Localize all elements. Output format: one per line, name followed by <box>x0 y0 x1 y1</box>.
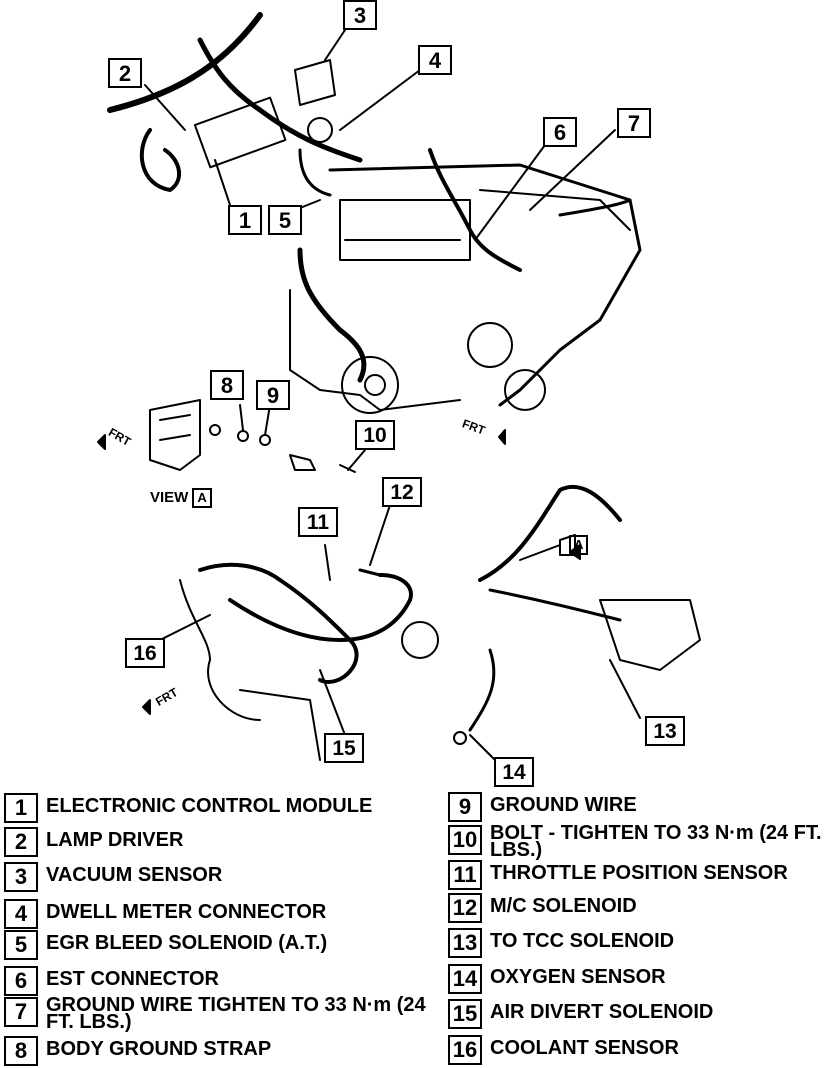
callout-14: 14 <box>494 757 534 787</box>
legend-label: M/C SOLENOID <box>490 895 637 917</box>
legend-number: 4 <box>4 899 38 929</box>
legend-label: AIR DIVERT SOLENOID <box>490 1001 714 1023</box>
legend-item-8 <box>4 1036 271 1066</box>
callout-6: 6 <box>543 117 577 147</box>
legend-number: 1 <box>4 793 38 823</box>
legend-item-3 <box>4 862 222 892</box>
view-label-letter: A <box>192 488 211 508</box>
legend-item-6 <box>4 966 219 996</box>
frt-label-view-a: FRT <box>106 425 134 449</box>
legend-label: BOLT - TIGHTEN TO 33 N·m (24 FT. LBS.) <box>490 822 822 861</box>
legend-label: GROUND WIRE <box>490 794 637 816</box>
legend-item-14 <box>448 964 666 994</box>
callout-9: 9 <box>256 380 290 410</box>
legend-number: 3 <box>4 862 38 892</box>
frt-label-lower: FRT <box>153 685 181 709</box>
legend-item-13 <box>448 928 674 958</box>
callout-15: 15 <box>324 733 364 763</box>
legend-number: 12 <box>448 893 482 923</box>
legend-number: 7 <box>4 997 38 1027</box>
callout-10: 10 <box>355 420 395 450</box>
legend-item-16 <box>448 1035 679 1065</box>
callout-11: 11 <box>298 507 338 537</box>
legend-label: COOLANT SENSOR <box>490 1037 679 1059</box>
legend-label: TO TCC SOLENOID <box>490 930 675 952</box>
legend-number: 16 <box>448 1035 482 1065</box>
legend-item-2 <box>4 827 183 857</box>
callout-2: 2 <box>108 58 142 88</box>
legend-label: DWELL METER CONNECTOR <box>46 901 327 923</box>
legend-item-5 <box>4 930 327 960</box>
legend-label: VACUUM SENSOR <box>46 864 223 886</box>
arrow-view-letter: A <box>569 535 588 555</box>
legend-label: GROUND WIRE TIGHTEN TO 33 N·m (24 FT. LBS.) <box>46 994 426 1033</box>
callout-7: 7 <box>617 108 651 138</box>
arrow-view-a-tag <box>565 535 588 555</box>
legend-label: THROTTLE POSITION SENSOR <box>490 862 788 884</box>
legend-number: 6 <box>4 966 38 996</box>
legend-label: ELECTRONIC CONTROL MODULE <box>46 795 373 817</box>
legend-label: EGR BLEED SOLENOID (A.T.) <box>46 932 328 954</box>
legend-number: 5 <box>4 930 38 960</box>
legend-number: 14 <box>448 964 482 994</box>
callout-8: 8 <box>210 370 244 400</box>
legend-item-4 <box>4 899 326 929</box>
callout-13: 13 <box>645 716 685 746</box>
legend-number: 9 <box>448 792 482 822</box>
legend-number: 13 <box>448 928 482 958</box>
legend-label: OXYGEN SENSOR <box>490 966 666 988</box>
view-label-text: VIEW <box>150 489 189 506</box>
legend-item-1 <box>4 793 372 823</box>
legend-label: LAMP DRIVER <box>46 829 184 851</box>
legend-number: 15 <box>448 999 482 1029</box>
callout-4: 4 <box>418 45 452 75</box>
legend-item-9 <box>448 792 637 822</box>
legend-item-7 <box>4 994 446 1033</box>
callout-5: 5 <box>268 205 302 235</box>
legend-label: BODY GROUND STRAP <box>46 1038 272 1060</box>
legend-number: 11 <box>448 860 482 890</box>
legend-number: 8 <box>4 1036 38 1066</box>
frt-label-engine: FRT <box>460 416 488 438</box>
legend-number: 10 <box>448 825 482 855</box>
legend-item-11 <box>448 860 788 890</box>
legend-item-10 <box>448 822 825 861</box>
callout-12: 12 <box>382 477 422 507</box>
legend-number: 2 <box>4 827 38 857</box>
legend-label: EST CONNECTOR <box>46 968 219 990</box>
callout-1: 1 <box>228 205 262 235</box>
view-a-label <box>150 488 212 508</box>
legend-item-15 <box>448 999 713 1029</box>
callout-16: 16 <box>125 638 165 668</box>
legend-item-12 <box>448 893 637 923</box>
callout-3: 3 <box>343 0 377 30</box>
